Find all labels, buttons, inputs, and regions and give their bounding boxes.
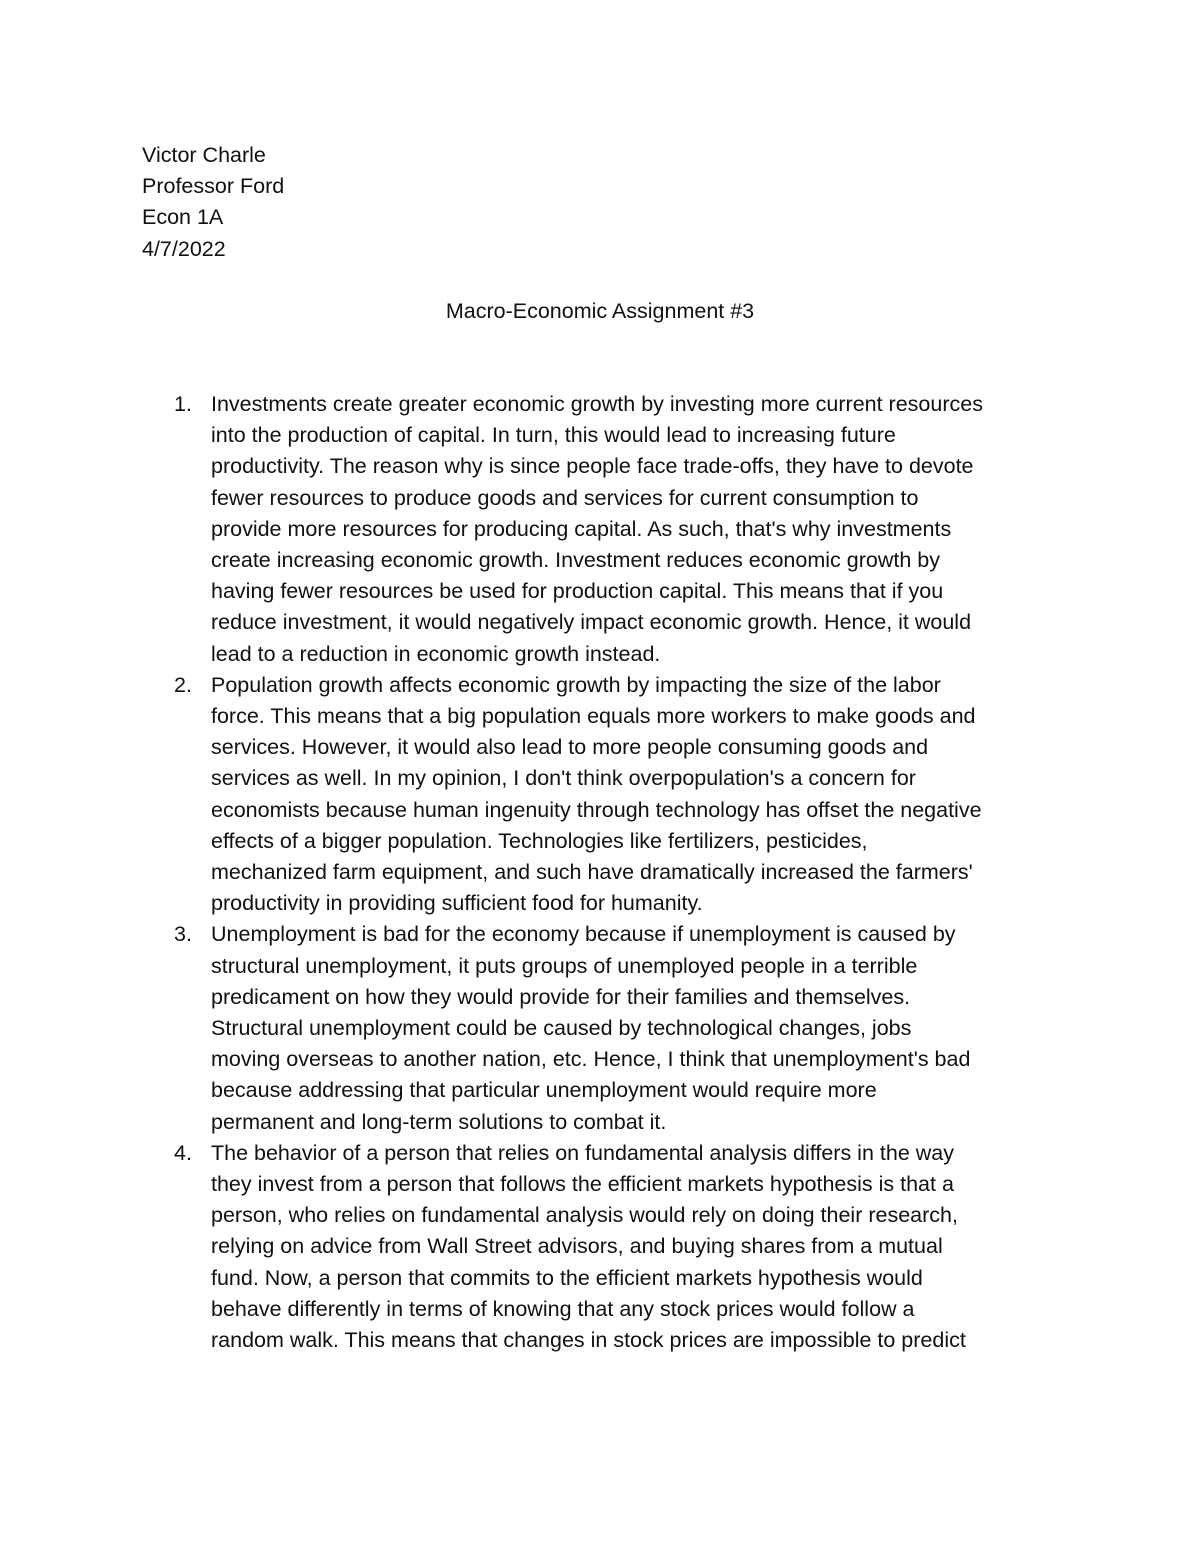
text-line: economists because human ingenuity through technology has offset the negative — [211, 797, 982, 822]
answer-text — [211, 670, 1072, 920]
answers-list — [142, 389, 1072, 1356]
text-line: behave differently in terms of knowing that any stock prices would follow a — [211, 1296, 915, 1321]
text-line: having fewer resources be used for production capital. This means that if you — [211, 579, 944, 604]
text-line: because addressing that particular unemployment would require more — [211, 1078, 877, 1103]
text-line: Structural unemployment could be caused by technological changes, jobs — [211, 1016, 912, 1041]
text-line: force. This means that a big population equals more workers to make goods and — [211, 704, 976, 729]
text-line: permanent and long-term solutions to combat it. — [211, 1109, 667, 1134]
course-name: Econ 1A — [142, 205, 224, 230]
assignment-date: 4/7/2022 — [142, 236, 226, 261]
text-line: The behavior of a person that relies on fundamental analysis differs in the way — [211, 1140, 954, 1165]
text-line: Population growth affects economic growth by impacting the size of the labor — [211, 672, 941, 697]
text-line: productivity in providing sufficient food for humanity. — [211, 891, 703, 916]
student-name: Victor Charle — [142, 143, 266, 167]
text-line: productivity. The reason why is since people face trade-offs, they have to devote — [211, 454, 974, 479]
text-line: lead to a reduction in economic growth instead. — [211, 641, 661, 666]
answer-item — [142, 389, 1072, 670]
text-line: reduce investment, it would negatively impact economic growth. Hence, it would — [211, 610, 972, 635]
text-line: Unemployment is bad for the economy because if unemployment is caused by — [211, 922, 956, 947]
text-line: create increasing economic growth. Investment reduces economic growth by — [211, 548, 940, 573]
text-line: fund. Now, a person that commits to the efficient markets hypothesis would — [211, 1265, 923, 1290]
text-line: services as well. In my opinion, I don't think overpopulation's a concern for — [211, 766, 916, 791]
answer-item — [142, 670, 1072, 920]
text-line: person, who relies on fundamental analysis would rely on doing their research, — [211, 1203, 958, 1228]
text-line: they invest from a person that follows the efficient markets hypothesis is that a — [211, 1172, 954, 1197]
text-line: moving overseas to another nation, etc. Hence, I think that unemployment's bad — [211, 1047, 971, 1072]
answer-item — [142, 1138, 1072, 1356]
text-line: provide more resources for producing capital. As such, that's why investments — [211, 516, 952, 541]
text-line: random walk. This means that changes in stock prices are impossible to predict — [211, 1328, 966, 1353]
answer-text — [211, 919, 1072, 1137]
answer-text — [211, 389, 1072, 670]
text-line: into the production of capital. In turn, this would lead to increasing future — [211, 423, 896, 448]
assignment-title: Macro-Economic Assignment #3 — [445, 299, 755, 323]
text-line: fewer resources to produce goods and services for current consumption to — [211, 485, 919, 510]
professor-name: Professor Ford — [142, 174, 285, 199]
text-line: predicament on how they would provide for their families and themselves. — [211, 984, 911, 1009]
answer-number: 4. — [174, 1140, 192, 1165]
answer-number: 1. — [174, 392, 192, 416]
text-line: structural unemployment, it puts groups of unemployed people in a terrible — [211, 953, 918, 978]
text-line: relying on advice from Wall Street advisors, and buying shares from a mutual — [211, 1234, 943, 1259]
text-line: services. However, it would also lead to more people consuming goods and — [211, 735, 929, 760]
student-header — [142, 140, 284, 265]
answer-text — [211, 1138, 1072, 1356]
text-line: mechanized farm equipment, and such have dramatically increased the farmers' — [211, 860, 973, 885]
text-line: effects of a bigger population. Technologies like fertilizers, pesticides, — [211, 828, 868, 853]
answer-number: 3. — [174, 922, 192, 947]
answer-item — [142, 919, 1072, 1137]
answer-number: 2. — [174, 672, 192, 697]
text-line: Investments create greater economic growth by investing more current resources — [211, 392, 983, 416]
